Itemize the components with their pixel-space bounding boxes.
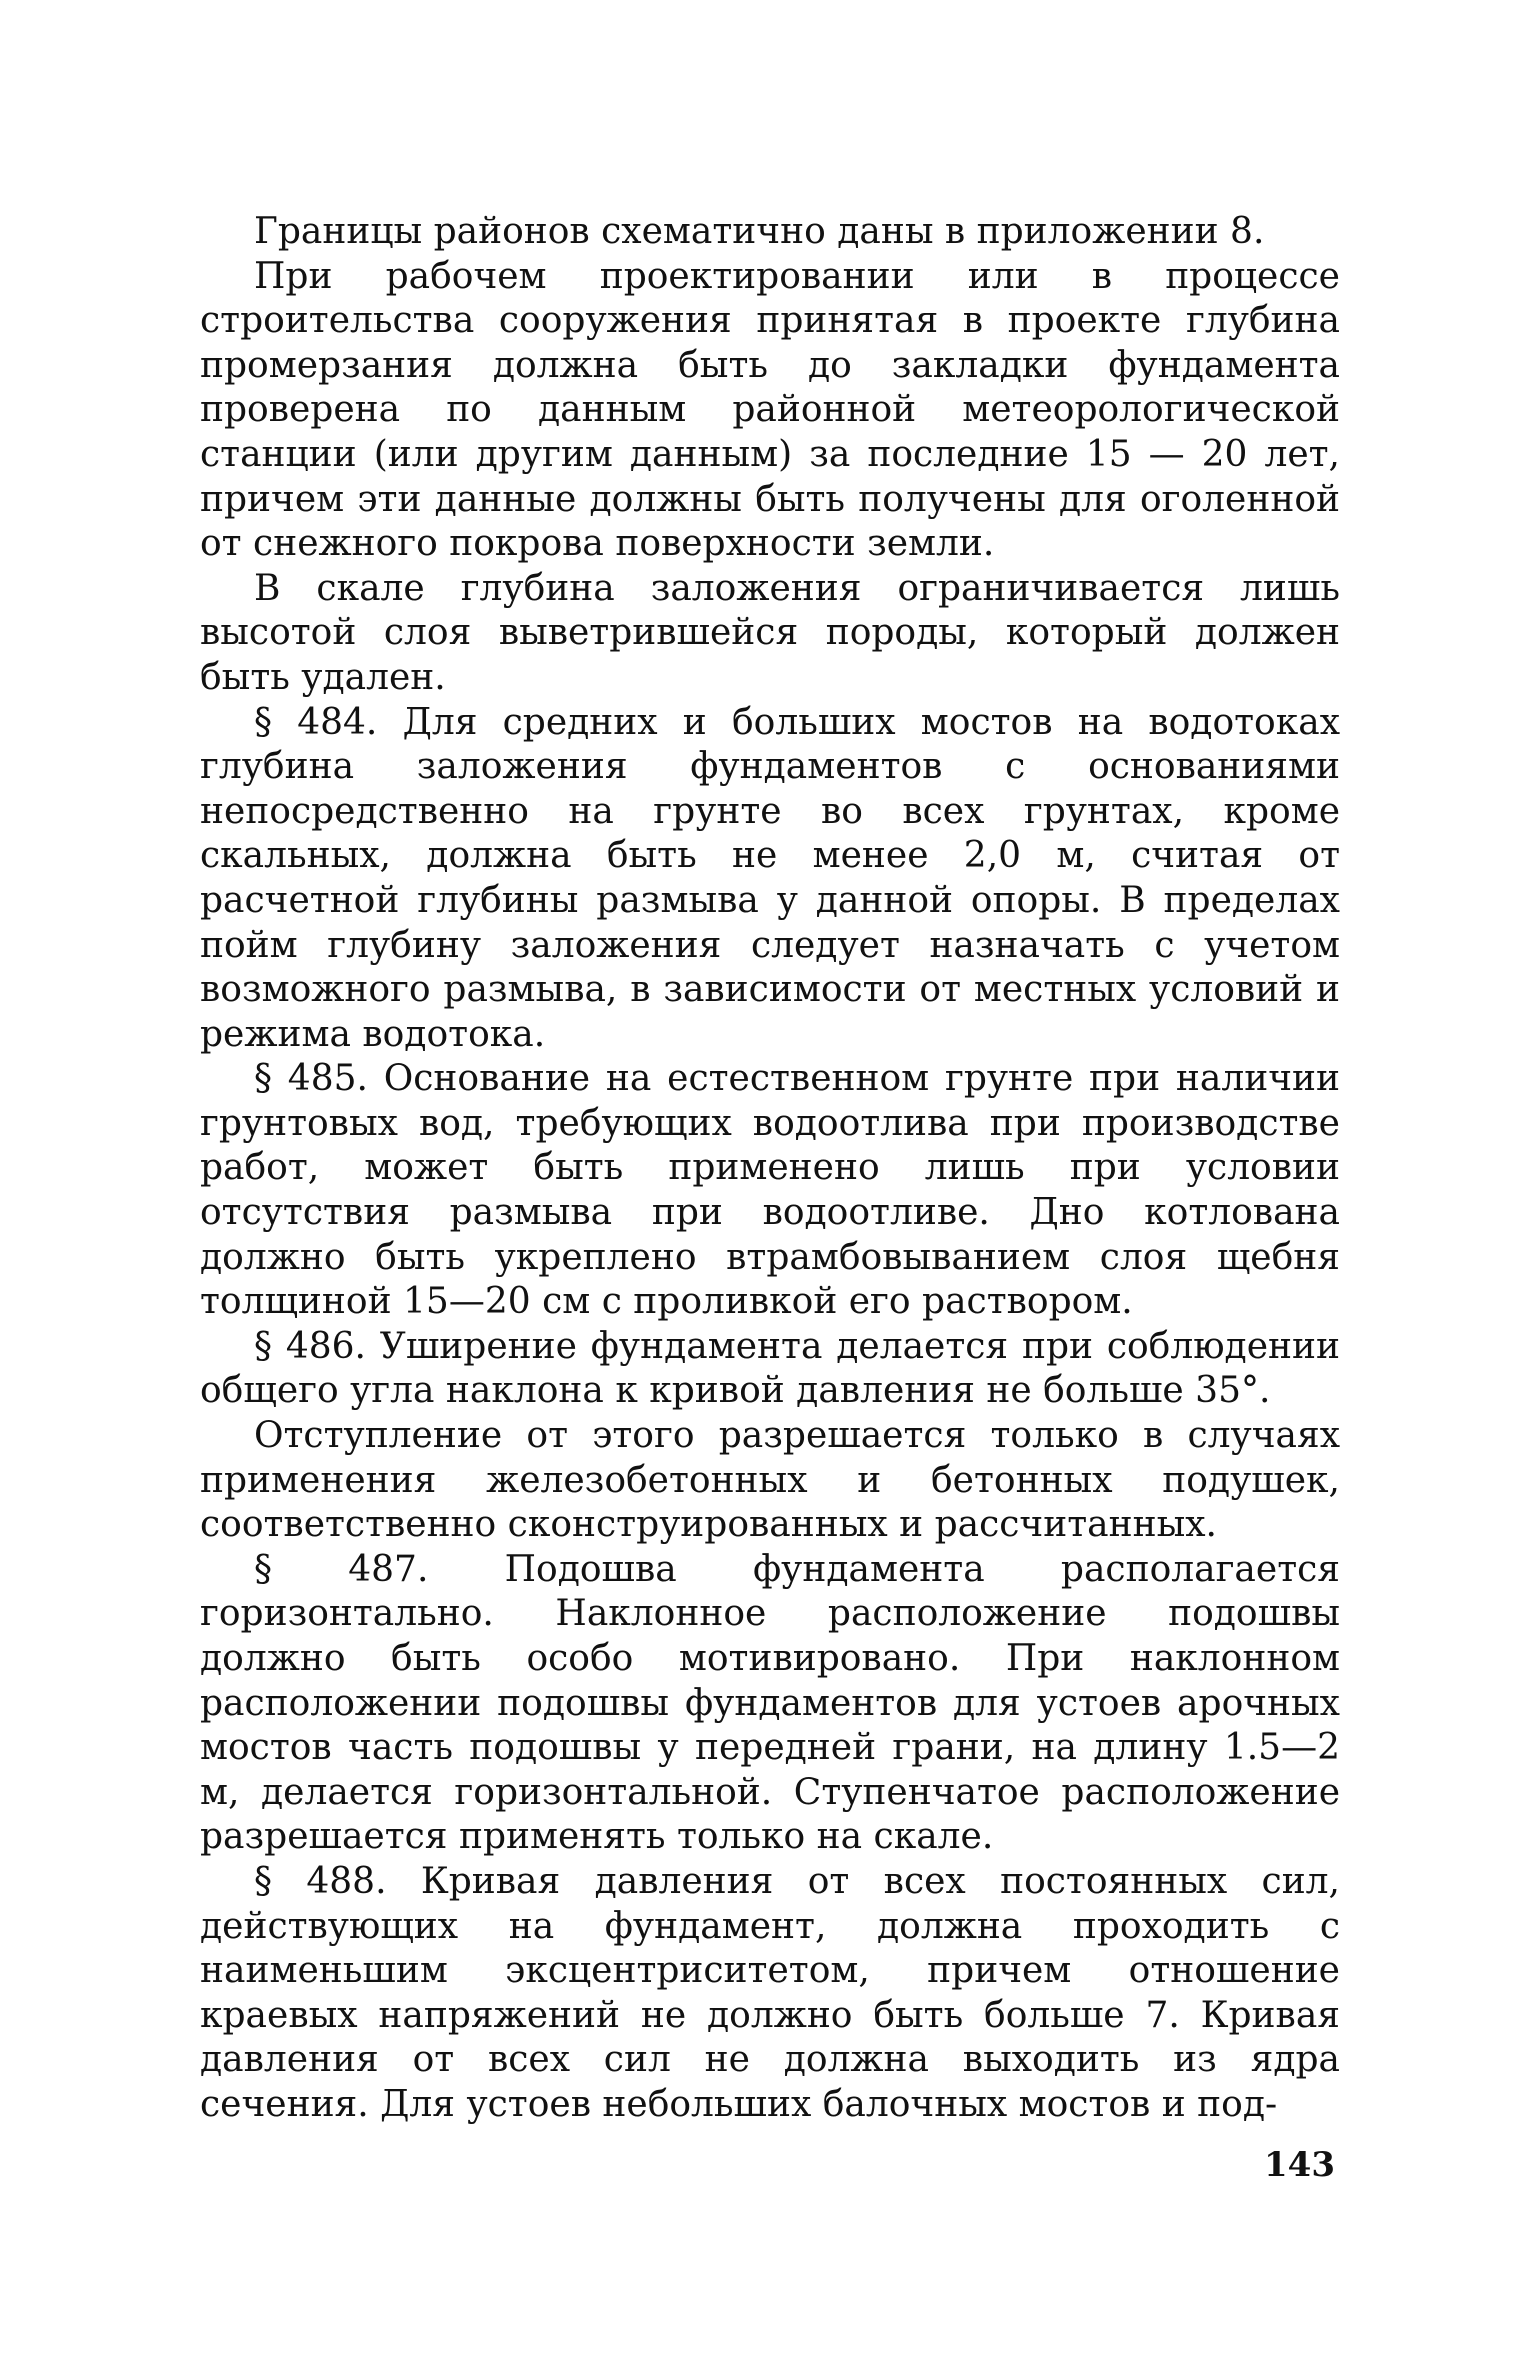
paragraph-rock: В скале глубина заложения ограничивается лишь высотой слоя выветрившейся породы, который должен быть удален. bbox=[200, 567, 1340, 698]
paragraph-section-484: § 484. Для средних и больших мостов на водотоках глубина заложения фундаментов с основаниями непосредственно на грунте во всех грунтах, кроме скальных, должна быть не менее 2,0 м, считая от расчетной глубины размыва у данной опоры. В пределах пойм глубину заложения следует назначать с учетом возможного размыва, в зависимости от местных условий и режима водотока. bbox=[200, 701, 1340, 1055]
paragraph-section-485: § 485. Основание на естественном грунте при наличии грунтовых вод, требующих водоотлива при производстве работ, может быть применено лишь при условии отсутствия размыва при водоотливе. Дно котлована должно быть укреплено втрамбовыванием слоя щебня толщиной 15—20 см с проливкой его раствором. bbox=[200, 1058, 1340, 1323]
paragraph-section-488: § 488. Кривая давления от всех постоянных сил, действующих на фундамент, должна проходить с наименьшим эксцентриситетом, причем отношение краевых напряжений не должно быть больше 7. Кривая давления от всех сил не должна выходить из ядра сечения. Для устоев небольших балочных мостов и под- bbox=[200, 1860, 1340, 2125]
paragraph-section-487: § 487. Подошва фундамента располагается горизонтально. Наклонное расположение подошвы должно быть особо мотивировано. При наклонном расположении подошвы фундаментов для устоев арочных мостов часть подошвы у передней грани, на длину 1.5—2 м, делается горизонтальной. Ступенчатое расположение разрешается применять только на скале. bbox=[200, 1548, 1340, 1858]
paragraph-section-486: § 486. Уширение фундамента делается при соблюдении общего угла наклона к кривой давления не больше 35°. bbox=[200, 1325, 1340, 1412]
paragraph-deviation: Отступление от этого разрешается только в случаях применения железобетонных и бетонных подушек, соответственно сконструированных и рассчитанных. bbox=[200, 1415, 1340, 1546]
body-text bbox=[200, 210, 1340, 2128]
page-number: 143 bbox=[1264, 2145, 1335, 2185]
paragraph-districts: Границы районов схематично даны в приложении 8. bbox=[254, 211, 1265, 252]
paragraph-freezing-depth: При рабочем проектировании или в процессе строительства сооружения принятая в проекте глубина промерзания должна быть до закладки фундамента проверена по данным районной метеорологической станции (или другим данным) за последние 15 — 20 лет, причем эти данные должны быть получены для оголенной от снежного покрова поверхности земли. bbox=[200, 255, 1340, 565]
